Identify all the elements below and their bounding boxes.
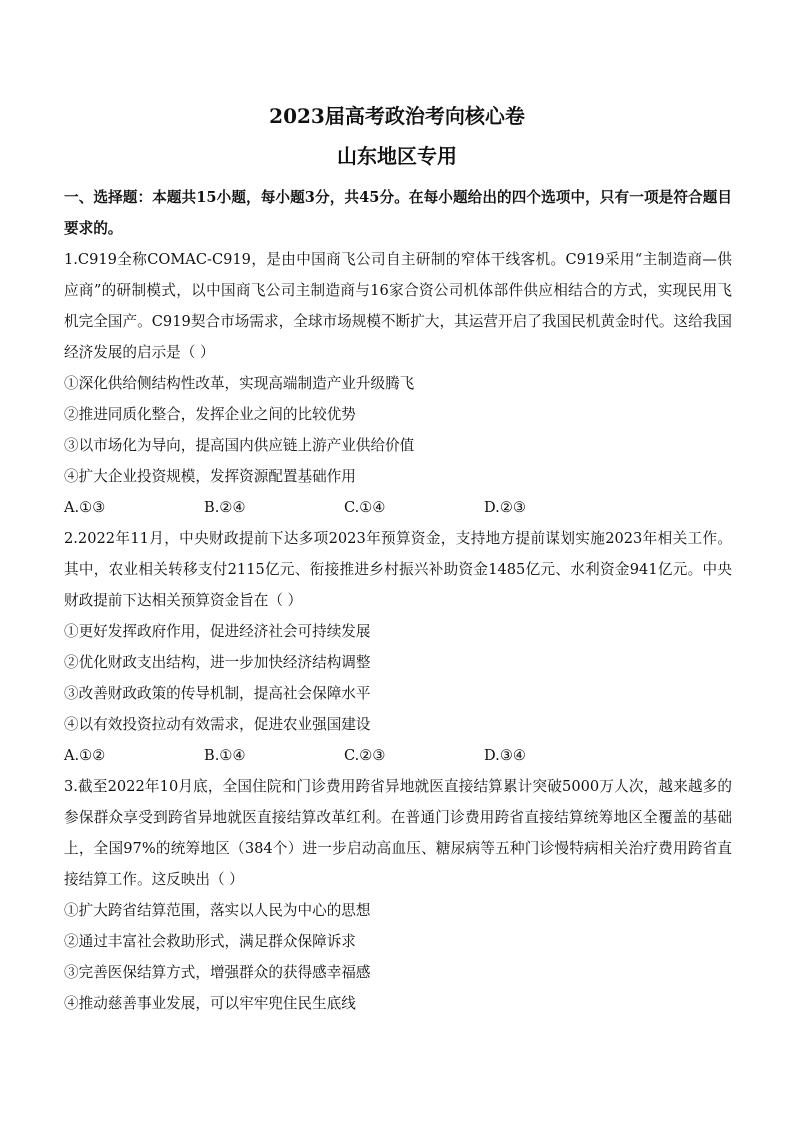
statement-option: ②推进同质化整合，发挥企业之间的比较优势 — [64, 406, 356, 423]
answer-choice-b: B.②④ — [204, 499, 246, 516]
statement-option: ①扩大跨省结算范围，落实以人民为中心的思想 — [64, 902, 371, 919]
question-1 — [64, 244, 732, 523]
question-stem: 2.2022年11月，中央财政提前下达多项2023年预算资金，支持地方提前谋划实施2023年相关工作。其中，农业相关转移支付2115亿元、衔接推进乡村振兴补助资金1485亿元、水利资金941亿元。中央财政提前下达相关预算资金旨在（ ） — [64, 530, 732, 609]
answer-choice-b: B.①④ — [204, 747, 246, 764]
answer-choices — [64, 492, 732, 523]
answer-choice-d: D.③④ — [484, 747, 526, 764]
section-heading: 一、选择题：本题共15小题，每小题3分，共45分。在每小题给出的四个选项中，只有一项是符合题目要求的。 — [64, 189, 732, 237]
question-2 — [64, 523, 732, 771]
answer-choice-c: C.②③ — [344, 747, 386, 764]
question-stem: 1.C919全称COMAC-C919，是由中国商飞公司自主研制的窄体干线客机。C919采用“主制造商—供应商”的研制模式，以中国商飞公司主制造商与16家合资公司机体部件供应相结合的方式，实现民用飞机完全国产。C919契合市场需求，全球市场规模不断扩大，其运营开启了我国民机黄金时代。这给我国经济发展的启示是（ ） — [64, 251, 732, 361]
statement-option: ③改善财政政策的传导机制，提高社会保障水平 — [64, 685, 371, 702]
answer-choice-a: A.①③ — [64, 499, 106, 516]
statement-option: ④推动慈善事业发展，可以牢牢兜住民生底线 — [64, 995, 356, 1012]
question-3 — [64, 771, 732, 1019]
answer-choice-c: C.①④ — [344, 499, 386, 516]
statement-option: ①更好发挥政府作用，促进经济社会可持续发展 — [64, 623, 371, 640]
page-subtitle: 山东地区专用 — [337, 144, 457, 168]
statement-option: ④以有效投资拉动有效需求，促进农业强国建设 — [64, 716, 371, 733]
question-stem: 3.截至2022年10月底，全国住院和门诊费用跨省异地就医直接结算累计突破5000万人次，越来越多的参保群众享受到跨省异地就医直接结算改革红利。在普通门诊费用跨省直接结算统筹地区全覆盖的基础上，全国97%的统筹地区（384个）进一步启动高血压、糖尿病等五种门诊慢特病相关治疗费用跨省直接结算工作。这反映出（ ） — [64, 778, 732, 888]
statement-option: ③以市场化为导向，提高国内供应链上游产业供给价值 — [64, 437, 415, 454]
statement-option: ④扩大企业投资规模，发挥资源配置基础作用 — [64, 468, 356, 485]
statement-option: ③完善医保结算方式，增强群众的获得感幸福感 — [64, 964, 371, 981]
statement-option: ①深化供给侧结构性改革，实现高端制造产业升级腾飞 — [64, 375, 415, 392]
answer-choices — [64, 740, 732, 771]
page-title: 2023届高考政治考向核心卷 — [269, 104, 525, 128]
answer-choice-d: D.②③ — [484, 499, 526, 516]
exam-content — [64, 182, 732, 1019]
statement-option: ②通过丰富社会救助形式，满足群众保障诉求 — [64, 933, 356, 950]
answer-choice-a: A.①② — [64, 747, 106, 764]
statement-option: ②优化财政支出结构，进一步加快经济结构调整 — [64, 654, 371, 671]
